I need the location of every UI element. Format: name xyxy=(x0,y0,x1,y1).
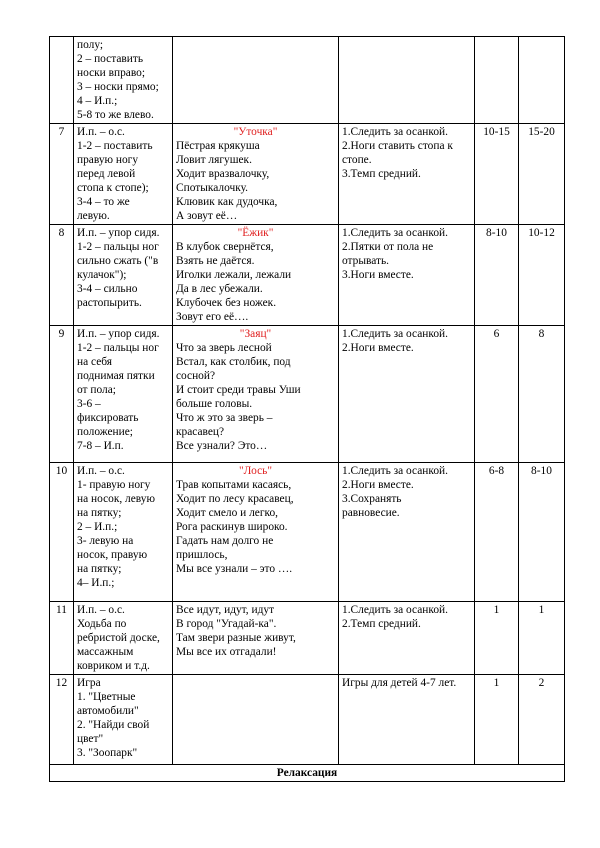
exercise-cell xyxy=(74,602,173,675)
exercise-cell xyxy=(74,675,173,765)
poem-line: Что ж это за зверь – xyxy=(176,412,273,424)
notes-line: 1.Следить за осанкой. xyxy=(342,465,448,477)
exercise-line: 1-2 – пальцы ног xyxy=(77,241,159,253)
notes-line: 3.Ноги вместе. xyxy=(342,269,414,281)
exercise-line: 4– И.п.; xyxy=(77,577,115,589)
notes-line: Игры для детей 4-7 лет. xyxy=(342,677,457,689)
dosage-cell: 8-10 xyxy=(475,225,519,326)
exercise-line: цвет" xyxy=(77,733,104,745)
exercise-line: ковриком и т.д. xyxy=(77,660,150,672)
notes-cell xyxy=(339,602,475,675)
poem-line: Иголки лежали, лежали xyxy=(176,269,292,281)
dosage-cell: 1 xyxy=(475,602,519,675)
poem-cell xyxy=(173,463,339,602)
table-body xyxy=(50,37,565,765)
poem-line: Гадать нам долго не xyxy=(176,535,274,547)
notes-cell xyxy=(339,37,475,124)
exercise-line: левую. xyxy=(77,210,110,222)
exercise-line: И.п. – упор сидя. xyxy=(77,227,160,239)
dosage-cell: 15-20 xyxy=(519,124,565,225)
poem-line: Мы все узнали – это …. xyxy=(176,563,293,575)
exercise-line: кулачок"); xyxy=(77,269,127,281)
table-row xyxy=(50,602,565,675)
poem-title: "Заяц" xyxy=(239,328,272,340)
dosage-cell xyxy=(475,37,519,124)
relaxation-row xyxy=(50,765,565,782)
table-row xyxy=(50,675,565,765)
row-number: 10 xyxy=(50,463,74,602)
poem-line: Зовут его её…. xyxy=(176,311,249,323)
notes-line: 3.Сохранять xyxy=(342,493,402,505)
row-number: 11 xyxy=(50,602,74,675)
poem-cell xyxy=(173,37,339,124)
dosage-cell xyxy=(519,37,565,124)
dosage-cell: 8 xyxy=(519,326,565,463)
exercise-cell xyxy=(74,124,173,225)
poem-line: Мы все их отгадали! xyxy=(176,646,277,658)
exercise-cell xyxy=(74,225,173,326)
exercise-line: 1-2 – пальцы ног xyxy=(77,342,159,354)
table-row xyxy=(50,463,565,602)
notes-line: 2.Ноги ставить стопа к xyxy=(342,140,453,152)
poem-line: Все идут, идут, идут xyxy=(176,604,275,616)
notes-line: 3.Темп средний. xyxy=(342,168,421,180)
poem-line: сосной? xyxy=(176,370,216,382)
exercise-line: на пятку; xyxy=(77,563,122,575)
poem-line: Ходит по лесу красавец, xyxy=(176,493,294,505)
exercise-line: ребристой доске, xyxy=(77,632,160,644)
exercise-line: носки вправо; xyxy=(77,67,145,79)
exercise-line: поднимая пятки xyxy=(77,370,155,382)
exercise-line: носок, правую xyxy=(77,549,148,561)
exercise-line: стопа к стопе); xyxy=(77,182,149,194)
exercise-line: 5-8 то же влево. xyxy=(77,109,154,121)
poem-title: "Ёжик" xyxy=(237,227,274,239)
poem-line: Там звери разные живут, xyxy=(176,632,296,644)
exercise-line: 3 – носки прямо; xyxy=(77,81,159,93)
table-row xyxy=(50,37,565,124)
exercise-line: на себя xyxy=(77,356,113,368)
notes-line: 1.Следить за осанкой. xyxy=(342,227,448,239)
poem-line: Клювик как дудочка, xyxy=(176,196,278,208)
exercise-line: 3. "Зоопарк" xyxy=(77,747,138,759)
poem-cell xyxy=(173,602,339,675)
exercise-line: Ходьба по xyxy=(77,618,127,630)
poem-line: В клубок свернётся, xyxy=(176,241,274,253)
exercise-line: автомобили" xyxy=(77,705,139,717)
poem-line: Ловит лягушек. xyxy=(176,154,252,166)
exercise-line: И.п. – о.с. xyxy=(77,465,125,477)
exercise-line: от пола; xyxy=(77,384,116,396)
poem-title: "Уточка" xyxy=(233,126,278,138)
dosage-cell: 6 xyxy=(475,326,519,463)
notes-line: 2.Темп средний. xyxy=(342,618,421,630)
exercise-line: И.п. – упор сидя. xyxy=(77,328,160,340)
poem-cell xyxy=(173,124,339,225)
poem-cell xyxy=(173,675,339,765)
poem-cell xyxy=(173,326,339,463)
exercise-line: правую ногу xyxy=(77,154,139,166)
dosage-cell: 1 xyxy=(519,602,565,675)
row-number: 7 xyxy=(50,124,74,225)
exercise-line: 2 – поставить xyxy=(77,53,144,65)
exercise-line: на пятку; xyxy=(77,507,122,519)
poem-line: Встал, как столбик, под xyxy=(176,356,291,368)
exercise-line: 4 – И.п.; xyxy=(77,95,118,107)
notes-line: 2.Ноги вместе. xyxy=(342,342,414,354)
poem-line: Ходит смело и легко, xyxy=(176,507,278,519)
dosage-cell: 10-15 xyxy=(475,124,519,225)
poem-line: Клубочек без ножек. xyxy=(176,297,277,309)
row-number: 12 xyxy=(50,675,74,765)
notes-line: 1.Следить за осанкой. xyxy=(342,126,448,138)
exercise-line: 2. "Найди свой xyxy=(77,719,150,731)
exercise-cell xyxy=(74,37,173,124)
exercise-line: положение; xyxy=(77,426,133,438)
poem-line: красавец? xyxy=(176,426,225,438)
exercise-line: 3-6 – xyxy=(77,398,101,410)
poem-line: Да в лес убежали. xyxy=(176,283,263,295)
exercise-line: фиксировать xyxy=(77,412,139,424)
exercise-line: 1-2 – поставить xyxy=(77,140,153,152)
table-row xyxy=(50,225,565,326)
poem-line: Все узнали? Это… xyxy=(176,440,268,452)
exercise-line: перед левой xyxy=(77,168,136,180)
poem-line: Пёстрая крякуша xyxy=(176,140,260,152)
poem-line: Взять не даётся. xyxy=(176,255,255,267)
table-row xyxy=(50,124,565,225)
poem-line: Ходит вразвалочку, xyxy=(176,168,270,180)
notes-line: 2.Ноги вместе. xyxy=(342,479,414,491)
poem-line: Спотыкалочку. xyxy=(176,182,248,194)
dosage-cell: 1 xyxy=(475,675,519,765)
exercise-cell xyxy=(74,463,173,602)
notes-cell xyxy=(339,326,475,463)
notes-line: отрывать. xyxy=(342,255,390,267)
row-number: 8 xyxy=(50,225,74,326)
exercise-cell xyxy=(74,326,173,463)
exercise-line: И.п. – о.с. xyxy=(77,126,125,138)
exercise-line: 2 – И.п.; xyxy=(77,521,118,533)
dosage-cell: 8-10 xyxy=(519,463,565,602)
notes-line: равновесие. xyxy=(342,507,400,519)
row-number xyxy=(50,37,74,124)
notes-cell xyxy=(339,675,475,765)
poem-line: Трав копытами касаясь, xyxy=(176,479,292,491)
notes-line: 1.Следить за осанкой. xyxy=(342,328,448,340)
exercise-line: 3- левую на xyxy=(77,535,134,547)
exercise-line: 3-4 – сильно xyxy=(77,283,138,295)
notes-line: стопе. xyxy=(342,154,372,166)
exercise-line: Игра xyxy=(77,677,101,689)
table-row xyxy=(50,326,565,463)
exercise-line: 3-4 – то же xyxy=(77,196,130,208)
notes-line: 1.Следить за осанкой. xyxy=(342,604,448,616)
poem-title: "Лось" xyxy=(239,465,272,477)
poem-line: А зовут её… xyxy=(176,210,238,222)
exercise-line: массажным xyxy=(77,646,134,658)
notes-line: 2.Пятки от пола не xyxy=(342,241,434,253)
dosage-cell: 6-8 xyxy=(475,463,519,602)
exercise-line: 1. "Цветные xyxy=(77,691,136,703)
poem-line: Рога раскинув широко. xyxy=(176,521,288,533)
poem-line: больше головы. xyxy=(176,398,253,410)
notes-cell xyxy=(339,463,475,602)
poem-cell xyxy=(173,225,339,326)
exercise-line: полу; xyxy=(77,39,104,51)
notes-cell xyxy=(339,124,475,225)
relaxation-heading: Релаксация xyxy=(50,765,565,782)
exercise-line: на носок, левую xyxy=(77,493,155,505)
poem-line: Что за зверь лесной xyxy=(176,342,272,354)
poem-line: В город "Угадай-ка". xyxy=(176,618,277,630)
exercise-table xyxy=(49,36,565,782)
exercise-line: сильно сжать ("в xyxy=(77,255,159,267)
poem-line: пришлось, xyxy=(176,549,228,561)
exercise-line: 7-8 – И.п. xyxy=(77,440,124,452)
poem-line: И стоит среди травы Уши xyxy=(176,384,301,396)
exercise-line: растопырить. xyxy=(77,297,142,309)
dosage-cell: 10-12 xyxy=(519,225,565,326)
row-number: 9 xyxy=(50,326,74,463)
exercise-line: И.п. – о.с. xyxy=(77,604,125,616)
dosage-cell: 2 xyxy=(519,675,565,765)
notes-cell xyxy=(339,225,475,326)
exercise-line: 1- правую ногу xyxy=(77,479,151,491)
